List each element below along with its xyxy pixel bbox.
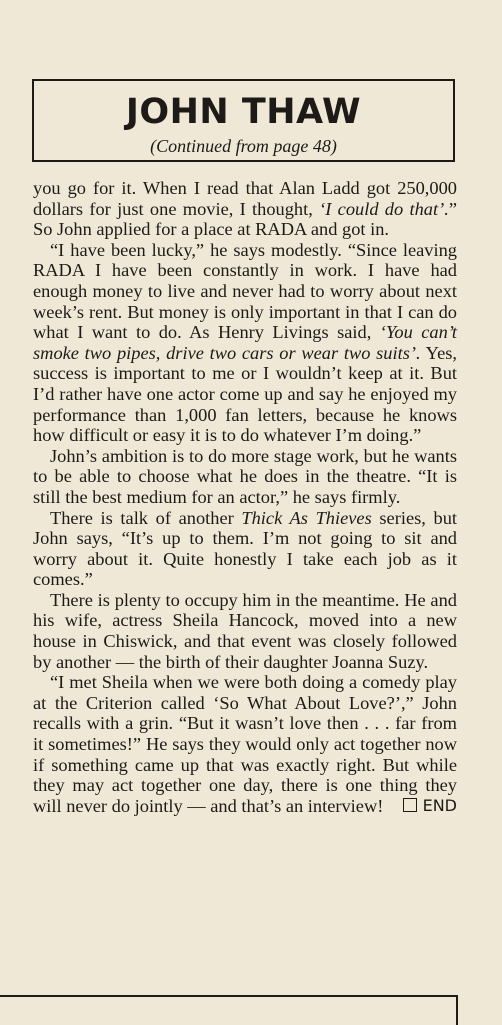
next-article-box-edge [0,995,458,1025]
paragraph-4-text-a: There is talk of another [50,507,242,528]
end-label: END [422,795,457,815]
paragraph-3: John’s ambition is to do more stage work, but he wants to be able to choose what he does in the theatre. “It is still the best medium for an actor,” he says firmly. [33,445,457,507]
end-marker [386,796,457,817]
paragraph-4-text-b: series, but John says, “It’s up to them. I’m not going to sit and worry about it. Quite honestly I take each job as it comes.” [33,507,457,590]
paragraph-2-text-b: Yes, success is important to me or I wouldn’t keep at it. But I’d rather have one actor come up and say he enjoyed my performance than 1,000 fan letters, because he knows how difficult or easy it is to do whatever I’m doing.” [33,342,457,446]
paragraph-2-text-a: “I have been lucky,” he says modestly. “Since leaving RADA I have been constantly in work. I have had enough money to live and never had to worry about next week’s rent. But money is only important in that I can do what I want to do. As Henry Livings said, [33,239,457,343]
paragraph-6-text: “I met Sheila when we were both doing a comedy play at the Criterion called ‘So What About Love?’,” John recalls with a grin. “But it wasn’t love then . . . far from it sometimes!” He says they would only act together now if something came up that was exactly right. But while they may act together one day, there is one thing they will never do jointly — and that’s an interview! [33,672,457,816]
paragraph-2 [33,240,457,446]
show-title: Thick As Thieves [241,507,372,528]
paragraph-1-text-a: you go for it. When I read that Alan Ladd got 250,000 dollars for just one movie, I thought, [33,178,457,219]
paragraph-4 [33,508,457,590]
end-box-icon [403,798,417,812]
paragraph-1 [33,178,457,240]
paragraph-1-text-b: ” So John applied for a place at RADA and got in. [33,198,457,240]
paragraph-1-quote: ‘I could do that’. [319,198,449,219]
article-title: JOHN THAW [125,92,362,132]
paragraph-2-quote: ‘You can’t smoke two pipes, drive two cars or wear two suits’. [33,322,457,363]
article-body [33,178,457,816]
article-header-box [32,79,455,162]
continued-note: (Continued from page 48) [150,136,337,156]
paragraph-5: There is plenty to occupy him in the meantime. He and his wife, actress Sheila Hancock, moved into a new house in Chiswick, and that event was closely followed by another — the birth of their daughter Joanna Suzy. [33,589,457,672]
paragraph-6 [33,672,457,816]
